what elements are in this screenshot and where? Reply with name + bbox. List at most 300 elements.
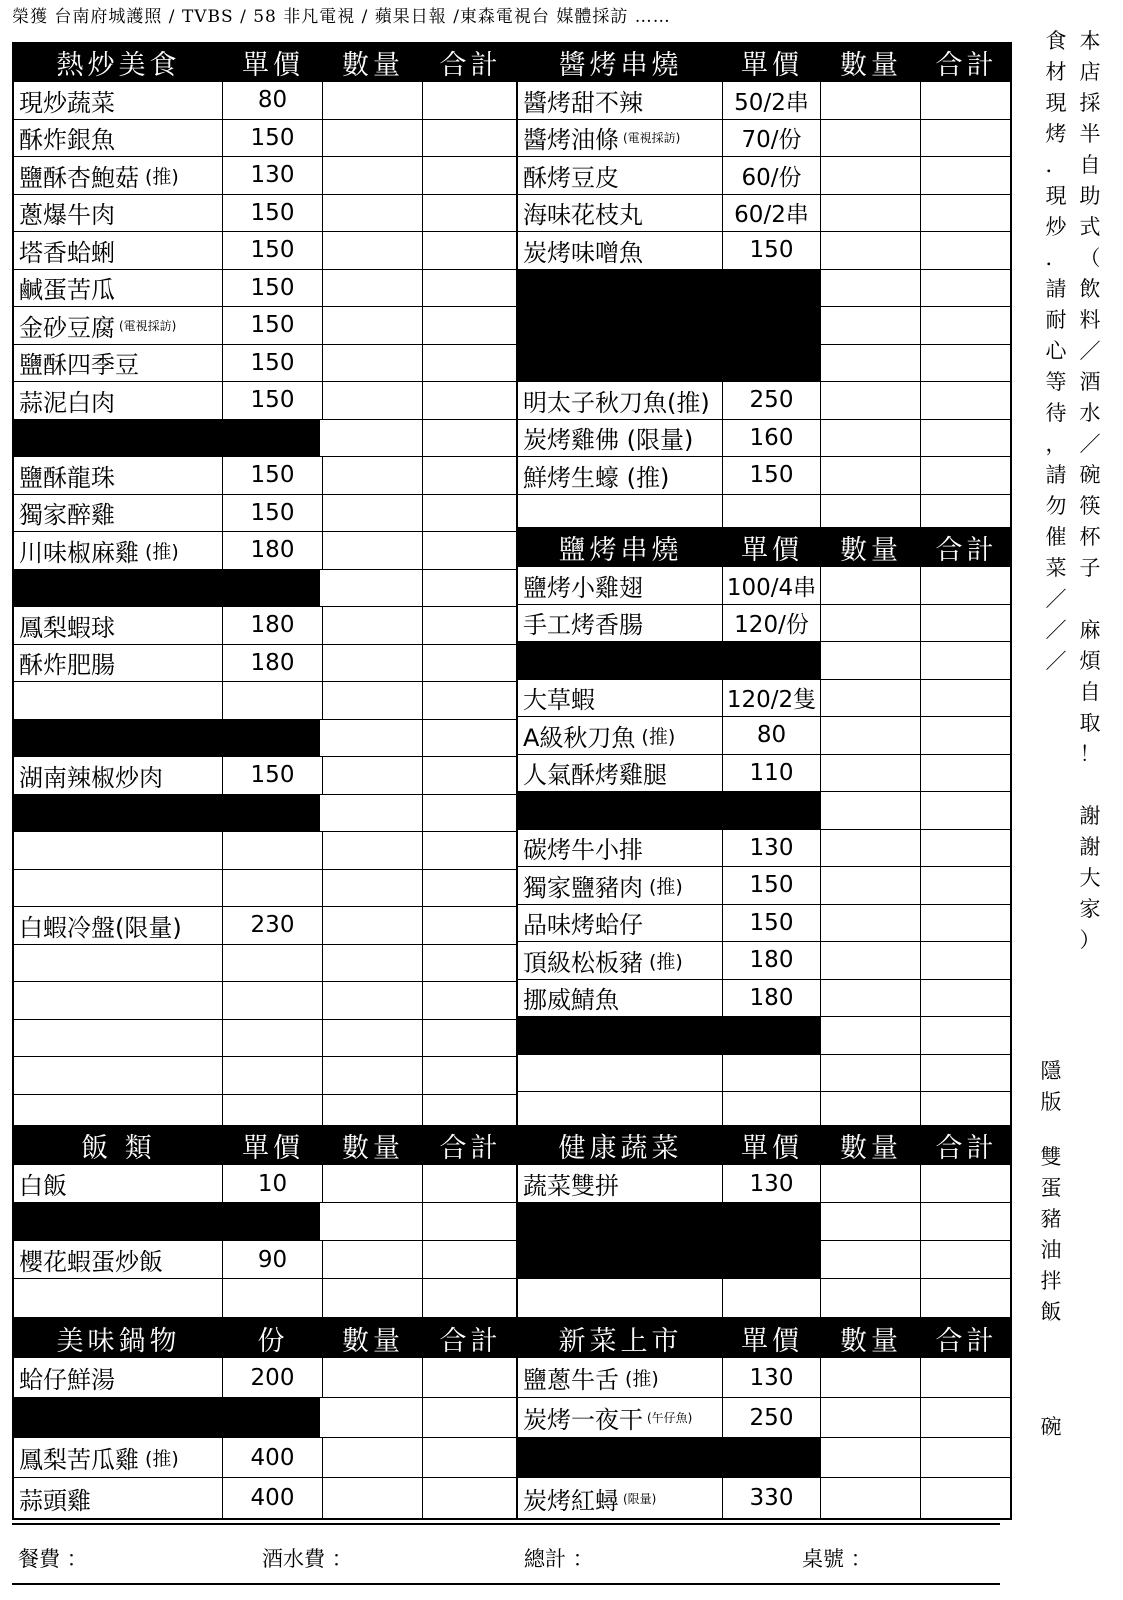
subtotal-cell[interactable]	[423, 1165, 518, 1202]
table-row	[518, 1165, 1010, 1203]
total-label: 總計 ：	[524, 1547, 594, 1571]
quantity-cell[interactable]	[821, 1358, 921, 1397]
quantity-cell[interactable]	[821, 1055, 921, 1092]
item-name-text: 頂級松板豬	[523, 948, 643, 977]
quantity-cell[interactable]	[323, 1438, 423, 1477]
subtotal-cell[interactable]	[423, 345, 518, 382]
table-row	[518, 82, 1010, 120]
item-name	[518, 120, 723, 157]
table-row	[518, 1203, 1010, 1241]
note-char	[1075, 770, 1105, 801]
quantity-cell[interactable]	[821, 1203, 921, 1240]
quantity-cell[interactable]	[323, 532, 423, 569]
subtotal-cell[interactable]	[921, 905, 1012, 942]
table-row	[14, 1438, 516, 1478]
item-name	[518, 195, 723, 232]
note-char: 碗	[1040, 1415, 1062, 1439]
subtotal-cell[interactable]	[921, 1055, 1012, 1092]
subtotal-cell[interactable]	[423, 232, 518, 269]
note-char: 現	[1045, 184, 1067, 208]
table-row	[14, 495, 516, 533]
quantity-cell[interactable]	[323, 570, 423, 607]
subtotal-cell[interactable]	[423, 157, 518, 194]
quantity-cell[interactable]	[821, 717, 921, 754]
redacted-bar	[14, 795, 320, 832]
item-name	[14, 457, 223, 494]
note-char: 自	[1079, 680, 1101, 704]
subtotal-cell[interactable]	[423, 982, 518, 1019]
item-name	[14, 345, 223, 382]
quantity-cell[interactable]	[323, 232, 423, 269]
item-name	[14, 682, 223, 719]
quantity-cell[interactable]	[323, 1057, 423, 1094]
quantity-cell[interactable]	[821, 980, 921, 1017]
item-name	[518, 457, 723, 494]
item-price	[223, 682, 323, 719]
subtotal-cell[interactable]	[423, 120, 518, 157]
quantity-cell[interactable]	[323, 420, 423, 457]
item-price: 110	[723, 755, 821, 792]
column-header: 份	[257, 1326, 289, 1357]
table-row	[14, 682, 516, 720]
note-char: 材	[1045, 60, 1067, 84]
table-row	[14, 1057, 516, 1095]
item-price: 60/2串	[723, 195, 821, 232]
note-char: 杯	[1079, 525, 1101, 549]
quantity-cell[interactable]	[323, 1358, 423, 1397]
subtotal-cell[interactable]	[423, 307, 518, 344]
item-price: 150	[223, 345, 323, 382]
subtotal-cell[interactable]	[921, 1438, 1012, 1477]
quantity-cell[interactable]	[821, 830, 921, 867]
subtotal-cell[interactable]	[921, 345, 1012, 382]
table-row	[14, 307, 516, 345]
quantity-cell[interactable]	[323, 495, 423, 532]
subtotal-cell[interactable]	[921, 232, 1012, 269]
item-price: 80	[223, 82, 323, 119]
recommend-tag: (推)	[145, 165, 179, 188]
note-char: 版	[1040, 1090, 1062, 1114]
quantity-cell[interactable]	[323, 795, 423, 832]
subtotal-cell[interactable]	[921, 755, 1012, 792]
note-char: 勿	[1045, 494, 1067, 518]
hidden-menu-item	[1036, 1142, 1066, 1328]
column-header: 數量	[840, 1133, 902, 1164]
item-name-text: 炭烤紅蟳	[523, 1486, 619, 1515]
subtotal-cell[interactable]	[423, 1279, 518, 1317]
subtotal-cell[interactable]	[921, 307, 1012, 344]
table-header	[518, 529, 1010, 567]
subtotal-cell[interactable]	[921, 1165, 1012, 1202]
note-char: 本	[1079, 29, 1101, 53]
item-name	[518, 905, 723, 942]
column-header: 新菜上市	[558, 1326, 683, 1357]
cooking-wait-note	[1041, 26, 1071, 677]
quantity-cell[interactable]	[821, 1241, 921, 1278]
subtotal-cell[interactable]	[423, 645, 518, 682]
meal-fee-label: 餐費 ：	[18, 1547, 88, 1571]
subtotal-cell[interactable]	[921, 830, 1012, 867]
subtotal-cell[interactable]	[423, 795, 518, 832]
subtotal-cell[interactable]	[423, 607, 518, 644]
subtotal-cell[interactable]	[921, 717, 1012, 754]
note-char: 雙	[1040, 1145, 1062, 1169]
quantity-cell[interactable]	[323, 720, 423, 757]
note-char: 煩	[1079, 649, 1101, 673]
quantity-cell[interactable]	[323, 120, 423, 157]
quantity-cell[interactable]	[323, 82, 423, 119]
quantity-cell[interactable]	[323, 195, 423, 232]
item-name-text: 海味花枝丸	[523, 201, 643, 230]
quantity-cell[interactable]	[821, 605, 921, 642]
table-row	[518, 1358, 1010, 1398]
note-char: 碗	[1079, 463, 1101, 487]
item-name	[518, 980, 723, 1017]
subtotal-cell[interactable]	[423, 1203, 518, 1240]
item-name-text: 金砂豆腐	[19, 313, 115, 342]
table-row	[518, 905, 1010, 943]
item-price: 180	[723, 942, 821, 979]
column-header: 單價	[741, 1326, 803, 1357]
quantity-cell[interactable]	[323, 157, 423, 194]
subtotal-cell[interactable]	[423, 720, 518, 757]
subtotal-cell[interactable]	[921, 382, 1012, 419]
quantity-cell[interactable]	[323, 1398, 423, 1437]
note-char: 等	[1045, 370, 1067, 394]
table-row	[14, 1020, 516, 1058]
table-header	[518, 1127, 1010, 1165]
note-char: 請	[1045, 463, 1067, 487]
note-char: 店	[1079, 60, 1101, 84]
subtotal-cell[interactable]	[423, 270, 518, 307]
item-price	[223, 945, 323, 982]
item-price: 160	[723, 420, 821, 457]
item-price: 150	[723, 867, 821, 904]
subtotal-cell[interactable]	[423, 1241, 518, 1278]
note-char: 蛋	[1040, 1176, 1062, 1200]
quantity-cell[interactable]	[323, 1165, 423, 1202]
subtotal-cell[interactable]	[423, 1358, 518, 1397]
subtotal-cell[interactable]	[921, 605, 1012, 642]
redacted-bar	[518, 345, 821, 382]
item-price	[723, 1279, 821, 1317]
subtotal-cell[interactable]	[423, 1438, 518, 1477]
item-price	[723, 1092, 821, 1130]
item-name	[518, 1055, 723, 1092]
subtotal-cell[interactable]	[921, 1092, 1012, 1130]
note-char: ／	[1045, 649, 1067, 673]
quantity-cell[interactable]	[821, 642, 921, 679]
note-char: 大	[1079, 866, 1101, 890]
item-name	[518, 942, 723, 979]
item-name-text: 酥烤豆皮	[523, 163, 619, 192]
item-name-text: 手工烤香腸	[523, 611, 643, 640]
quantity-cell[interactable]	[323, 270, 423, 307]
note-char: 催	[1045, 525, 1067, 549]
quantity-cell[interactable]	[323, 757, 423, 794]
quantity-cell[interactable]	[323, 307, 423, 344]
note-char: 助	[1079, 184, 1101, 208]
item-name	[518, 717, 723, 754]
quantity-cell[interactable]	[821, 270, 921, 307]
recommend-tag: (推)	[641, 725, 676, 748]
quantity-cell[interactable]	[821, 567, 921, 604]
subtotal-cell[interactable]	[423, 682, 518, 719]
subtotal-cell[interactable]	[423, 1057, 518, 1094]
quantity-cell[interactable]	[821, 120, 921, 157]
quantity-cell[interactable]	[821, 157, 921, 194]
subtotal-cell[interactable]	[921, 270, 1012, 307]
subtotal-cell[interactable]	[921, 1478, 1012, 1518]
redacted-bar	[14, 420, 320, 457]
note-char: 炒	[1045, 215, 1067, 239]
item-name	[14, 1165, 223, 1202]
subtotal-cell[interactable]	[423, 382, 518, 419]
subtotal-cell[interactable]	[921, 1358, 1012, 1397]
note-char: （	[1079, 246, 1101, 270]
subtotal-cell[interactable]	[921, 567, 1012, 604]
subtotal-cell[interactable]	[423, 532, 518, 569]
item-name-text: 鹽蔥牛舌	[523, 1366, 619, 1394]
subtotal-cell[interactable]	[921, 867, 1012, 904]
quantity-cell[interactable]	[323, 345, 423, 382]
media-banner: 榮獲 台南府城護照 / TVBS / 58 非凡電視 / 蘋果日報 /東森電視台 媒體採訪 ……	[12, 7, 671, 27]
subtotal-cell[interactable]	[423, 945, 518, 982]
item-name	[518, 755, 723, 792]
quantity-cell[interactable]	[821, 82, 921, 119]
table-row	[518, 567, 1010, 605]
table-row	[518, 120, 1010, 158]
item-price: 180	[723, 980, 821, 1017]
table-row	[518, 830, 1010, 868]
subtotal-cell[interactable]	[921, 1398, 1012, 1437]
item-name	[518, 157, 723, 194]
table-row	[518, 980, 1010, 1018]
item-price: 150	[223, 307, 323, 344]
note-char: 食	[1045, 29, 1067, 53]
quantity-cell[interactable]	[821, 345, 921, 382]
quantity-cell[interactable]	[821, 195, 921, 232]
quantity-cell[interactable]	[821, 867, 921, 904]
note-char: 現	[1045, 91, 1067, 115]
quantity-cell[interactable]	[323, 607, 423, 644]
item-name-text: 蒜泥白肉	[19, 388, 115, 417]
quantity-cell[interactable]	[821, 1398, 921, 1437]
note-char: 子	[1079, 556, 1101, 580]
table-row	[518, 680, 1010, 718]
subtotal-cell[interactable]	[921, 157, 1012, 194]
item-name	[518, 1358, 723, 1397]
redacted-bar	[518, 792, 821, 829]
subtotal-cell[interactable]	[423, 1398, 518, 1437]
item-price	[223, 832, 323, 869]
item-price: 180	[223, 532, 323, 569]
quantity-cell[interactable]	[323, 1203, 423, 1240]
table-row	[14, 157, 516, 195]
item-name	[518, 382, 723, 419]
subtotal-cell[interactable]	[423, 420, 518, 457]
subtotal-cell[interactable]	[921, 420, 1012, 457]
note-char: 家	[1079, 897, 1101, 921]
quantity-cell[interactable]	[821, 680, 921, 717]
table-row	[518, 420, 1010, 458]
quantity-cell[interactable]	[821, 1478, 921, 1518]
subtotal-cell[interactable]	[921, 792, 1012, 829]
subtotal-cell[interactable]	[423, 757, 518, 794]
redacted-bar	[518, 1203, 821, 1240]
subtotal-cell[interactable]	[921, 120, 1012, 157]
item-price: 100/4串	[723, 567, 821, 604]
note-char: 料	[1079, 308, 1101, 332]
item-price: 130	[723, 1165, 821, 1202]
subtotal-cell[interactable]	[423, 832, 518, 869]
table-row	[14, 457, 516, 495]
quantity-cell[interactable]	[821, 307, 921, 344]
quantity-cell[interactable]	[821, 1017, 921, 1054]
item-name	[14, 307, 223, 344]
item-price: 150	[223, 757, 323, 794]
quantity-cell[interactable]	[323, 1478, 423, 1518]
item-name	[518, 1092, 723, 1130]
note-char: ）	[1079, 928, 1101, 952]
subtotal-cell[interactable]	[423, 82, 518, 119]
quantity-cell[interactable]	[821, 1438, 921, 1477]
subtotal-cell[interactable]	[921, 980, 1012, 1017]
item-name-text: 鹽烤小雞翅	[523, 573, 643, 602]
quantity-cell[interactable]	[323, 1279, 423, 1317]
item-name-text: 品味烤蛤仔	[523, 911, 643, 940]
subtotal-cell[interactable]	[921, 680, 1012, 717]
quantity-cell[interactable]	[323, 457, 423, 494]
quantity-cell[interactable]	[323, 870, 423, 907]
quantity-cell[interactable]	[323, 645, 423, 682]
subtotal-cell[interactable]	[423, 195, 518, 232]
subtotal-cell[interactable]	[921, 1017, 1012, 1054]
item-price: 150	[223, 270, 323, 307]
subtotal-cell[interactable]	[423, 457, 518, 494]
item-name	[14, 645, 223, 682]
table-row	[518, 1398, 1010, 1438]
quantity-cell[interactable]	[821, 905, 921, 942]
item-name-text: 鮮烤生蠔 (推)	[523, 463, 670, 492]
table-row	[14, 607, 516, 645]
item-price: 10	[223, 1165, 323, 1202]
note-char: 自	[1079, 153, 1101, 177]
table-row	[14, 645, 516, 683]
item-name	[14, 382, 223, 419]
table-row	[518, 792, 1010, 830]
note-char: 心	[1045, 339, 1067, 363]
subtotal-cell[interactable]	[921, 942, 1012, 979]
subtotal-cell[interactable]	[423, 495, 518, 532]
table-row	[518, 307, 1010, 345]
note-char: 請	[1045, 277, 1067, 301]
item-name-text: 人氣酥烤雞腿	[523, 761, 667, 790]
item-name	[14, 757, 223, 794]
subtotal-cell[interactable]	[423, 870, 518, 907]
item-name-text: 現炒蔬菜	[19, 88, 115, 117]
subtotal-cell[interactable]	[921, 1203, 1012, 1240]
subtotal-cell[interactable]	[921, 642, 1012, 679]
item-name-text: 鹽酥四季豆	[19, 351, 139, 380]
quantity-cell[interactable]	[821, 420, 921, 457]
item-name	[518, 1398, 723, 1437]
subtotal-cell[interactable]	[423, 570, 518, 607]
table-header	[14, 1320, 516, 1358]
quantity-cell[interactable]	[821, 1092, 921, 1130]
column-header: 數量	[840, 535, 902, 566]
table-row	[518, 867, 1010, 905]
table-row	[14, 832, 516, 870]
redacted-bar	[518, 1017, 821, 1054]
column-header: 合計	[439, 50, 502, 81]
quantity-cell[interactable]	[821, 457, 921, 494]
subtotal-cell[interactable]	[921, 1279, 1012, 1317]
item-name-text: 獨家醉雞	[19, 501, 115, 530]
quantity-cell[interactable]	[323, 382, 423, 419]
recommend-tag: (推)	[625, 1368, 659, 1390]
quantity-cell[interactable]	[821, 942, 921, 979]
quantity-cell[interactable]	[821, 232, 921, 269]
item-name	[14, 832, 223, 869]
quantity-cell[interactable]	[323, 982, 423, 1019]
quantity-cell[interactable]	[323, 832, 423, 869]
note-char: 式	[1079, 215, 1101, 239]
quantity-cell[interactable]	[821, 755, 921, 792]
quantity-cell[interactable]	[821, 1279, 921, 1317]
column-header: 數量	[840, 50, 902, 81]
table-row	[518, 717, 1010, 755]
item-name	[14, 195, 223, 232]
quantity-cell[interactable]	[323, 1020, 423, 1057]
salt-grill-table	[518, 527, 1012, 1132]
column-header: 合計	[439, 1133, 502, 1164]
table-row	[518, 1017, 1010, 1055]
bowl-label	[1036, 1412, 1066, 1443]
quantity-cell[interactable]	[821, 1165, 921, 1202]
quantity-cell[interactable]	[323, 945, 423, 982]
item-name-text: 炭烤味噌魚	[523, 238, 643, 267]
subtotal-cell[interactable]	[921, 1241, 1012, 1278]
note-char: ／	[1045, 618, 1067, 642]
item-price: 90	[223, 1241, 323, 1278]
item-name-text: 白飯	[19, 1172, 67, 1200]
table-row	[14, 82, 516, 120]
subtotal-cell[interactable]	[921, 82, 1012, 119]
quantity-cell[interactable]	[821, 792, 921, 829]
table-row	[14, 1203, 516, 1241]
quantity-cell[interactable]	[323, 1241, 423, 1278]
column-header: 單價	[741, 535, 803, 566]
subtotal-cell[interactable]	[921, 457, 1012, 494]
column-header: 數量	[342, 1133, 404, 1164]
item-name-text: 湖南辣椒炒肉	[19, 763, 163, 792]
table-row	[14, 420, 516, 458]
item-name-text: 蔬菜雙拼	[523, 1172, 619, 1200]
subtotal-cell[interactable]	[921, 195, 1012, 232]
subtotal-cell[interactable]	[423, 1478, 518, 1518]
quantity-cell[interactable]	[323, 907, 423, 944]
subtotal-cell[interactable]	[423, 907, 518, 944]
note-char: 飲	[1079, 277, 1101, 301]
item-name-text: 白蝦冷盤(限量)	[19, 913, 182, 942]
new-items-table	[518, 1318, 1012, 1520]
column-header: 單價	[242, 1133, 304, 1164]
item-price: 400	[223, 1478, 323, 1518]
quantity-cell[interactable]	[323, 682, 423, 719]
subtotal-cell[interactable]	[423, 1020, 518, 1057]
quantity-cell[interactable]	[821, 382, 921, 419]
